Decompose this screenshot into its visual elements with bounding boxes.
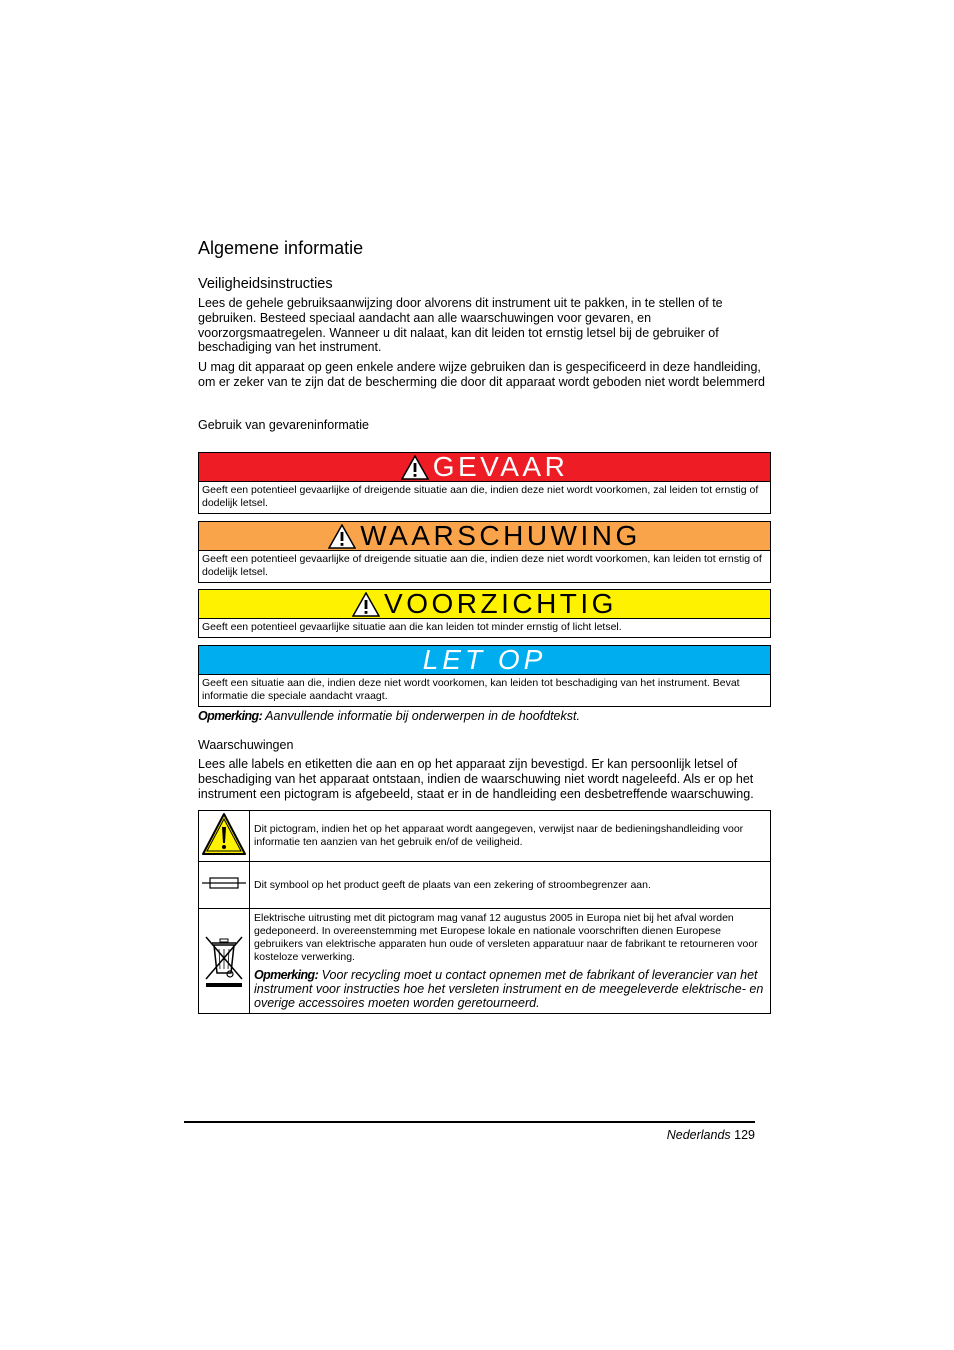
danger-text: Geeft een potentieel gevaarlijke of dreigende situatie aan die, indien deze niet wordt voorkomen, zal leiden tot ernstig of dodelijk letsel. [202, 484, 759, 509]
hazard-note [198, 709, 580, 723]
notice-label: LET OP [422, 644, 547, 675]
caution-label: VOORZICHTIG [384, 588, 617, 619]
warning-triangle-icon [328, 524, 356, 549]
notice-box [198, 645, 771, 707]
page-footer [667, 1128, 755, 1142]
safety-paragraph-1: Lees de gehele gebruiksaanwijzing door alvorens dit instrument uit te pakken, in te stellen of te gebruiken. Besteed speciaal aandacht aan alle waarschuwingen voor gevaren, en voorzorgsmaatregelen. Wanneer u dit nalaat, kan dit leiden tot ernstig letsel bij de gebruiker of beschadiging van het instrument. [198, 296, 723, 355]
warning-box [198, 521, 771, 583]
warnings-heading: Waarschuwingen [198, 738, 294, 752]
symbol-description [250, 909, 771, 1014]
recycle-note-label: Opmerking: [254, 968, 319, 982]
danger-label: GEVAAR [432, 451, 569, 482]
warning-triangle-icon [201, 811, 247, 857]
table-row [199, 811, 771, 862]
warning-triangle-icon [352, 592, 380, 617]
safety-heading: Veiligheidsinstructies [198, 276, 333, 292]
weee-text: Elektrische uitrusting met dit pictogram mag vanaf 12 augustus 2005 in Europa niet bij het afval worden gedeponeerd. In overeenstemming met Europese lokale en nationale voorschriften dienen Europese gebruikers van elektrische apparaten hun oude of versleten apparatuur naar de fabrikant te retourneren voor kosteloze verwerking. [254, 912, 758, 963]
note-label: Opmerking: [198, 709, 263, 723]
symbols-table [198, 810, 771, 1014]
symbol-description: Dit symbool op het product geeft de plaats van een zekering of stroombegrenzer aan. [250, 862, 771, 909]
hazard-info-heading: Gebruik van gevareninformatie [198, 418, 369, 432]
section-title: Algemene informatie [198, 238, 364, 258]
table-row [199, 862, 771, 909]
notice-text: Geeft een situatie aan die, indien deze niet wordt voorkomen, kan leiden tot beschadiging van het instrument. Bevat informatie die speciale aandacht vraagt. [202, 677, 740, 702]
page-number: 129 [734, 1128, 755, 1142]
footer-divider [184, 1121, 755, 1123]
recycle-note-text: Voor recycling moet u contact opnemen met de fabrikant of leverancier van het instrument voor instructies hoe het versleten instrument en de meegeleverde elektrische- en overige accessoires moeten worden geretourneerd. [254, 968, 764, 1010]
caution-box [198, 589, 771, 638]
footer-language: Nederlands [666, 1128, 731, 1142]
safety-paragraph-2: U mag dit apparaat op geen enkele andere wijze gebruiken dan is gespecificeerd in deze handleiding, om er zeker van te zijn dat de bescherming die door dit apparaat wordt geboden niet wordt belemmerd [198, 360, 765, 389]
notice-header [199, 646, 770, 675]
warning-label: WAARSCHUWING [360, 520, 641, 551]
warning-text: Geeft een potentieel gevaarlijke of dreigende situatie aan die, indien deze niet wordt voorkomen, kan leiden tot ernstig of dodelijk letsel. [202, 553, 762, 578]
warnings-paragraph: Lees alle labels en etiketten die aan en op het apparaat zijn bevestigd. Er kan persoonlijk letsel of beschadiging van het apparaat ontstaan, indien de waarschuwing niet wordt nageleefd. Als er op het instrument een pictogram is afgebeeld, staat er in de handleiding een desbetreffende waarschuwing. [198, 757, 754, 801]
note-text: Aanvullende informatie bij onderwerpen in de hoofdtekst. [262, 709, 580, 723]
symbol-cell [199, 811, 250, 862]
fuse-icon [202, 876, 246, 890]
symbol-cell [199, 862, 250, 909]
caution-header [199, 590, 770, 619]
danger-header [199, 453, 770, 482]
danger-box [198, 452, 771, 514]
recycle-note [254, 968, 766, 1010]
caution-text: Geeft een potentieel gevaarlijke situatie aan die kan leiden tot minder ernstig of licht letsel. [202, 621, 622, 633]
table-row [199, 909, 771, 1014]
warning-triangle-icon [401, 455, 429, 480]
warning-header [199, 522, 770, 551]
symbol-cell [199, 909, 250, 1014]
weee-bin-icon [202, 929, 246, 989]
symbol-description: Dit pictogram, indien het op het apparaat wordt aangegeven, verwijst naar de bedieningshandleiding voor informatie ten aanzien van het gebruik en/of de veiligheid. [250, 811, 771, 862]
